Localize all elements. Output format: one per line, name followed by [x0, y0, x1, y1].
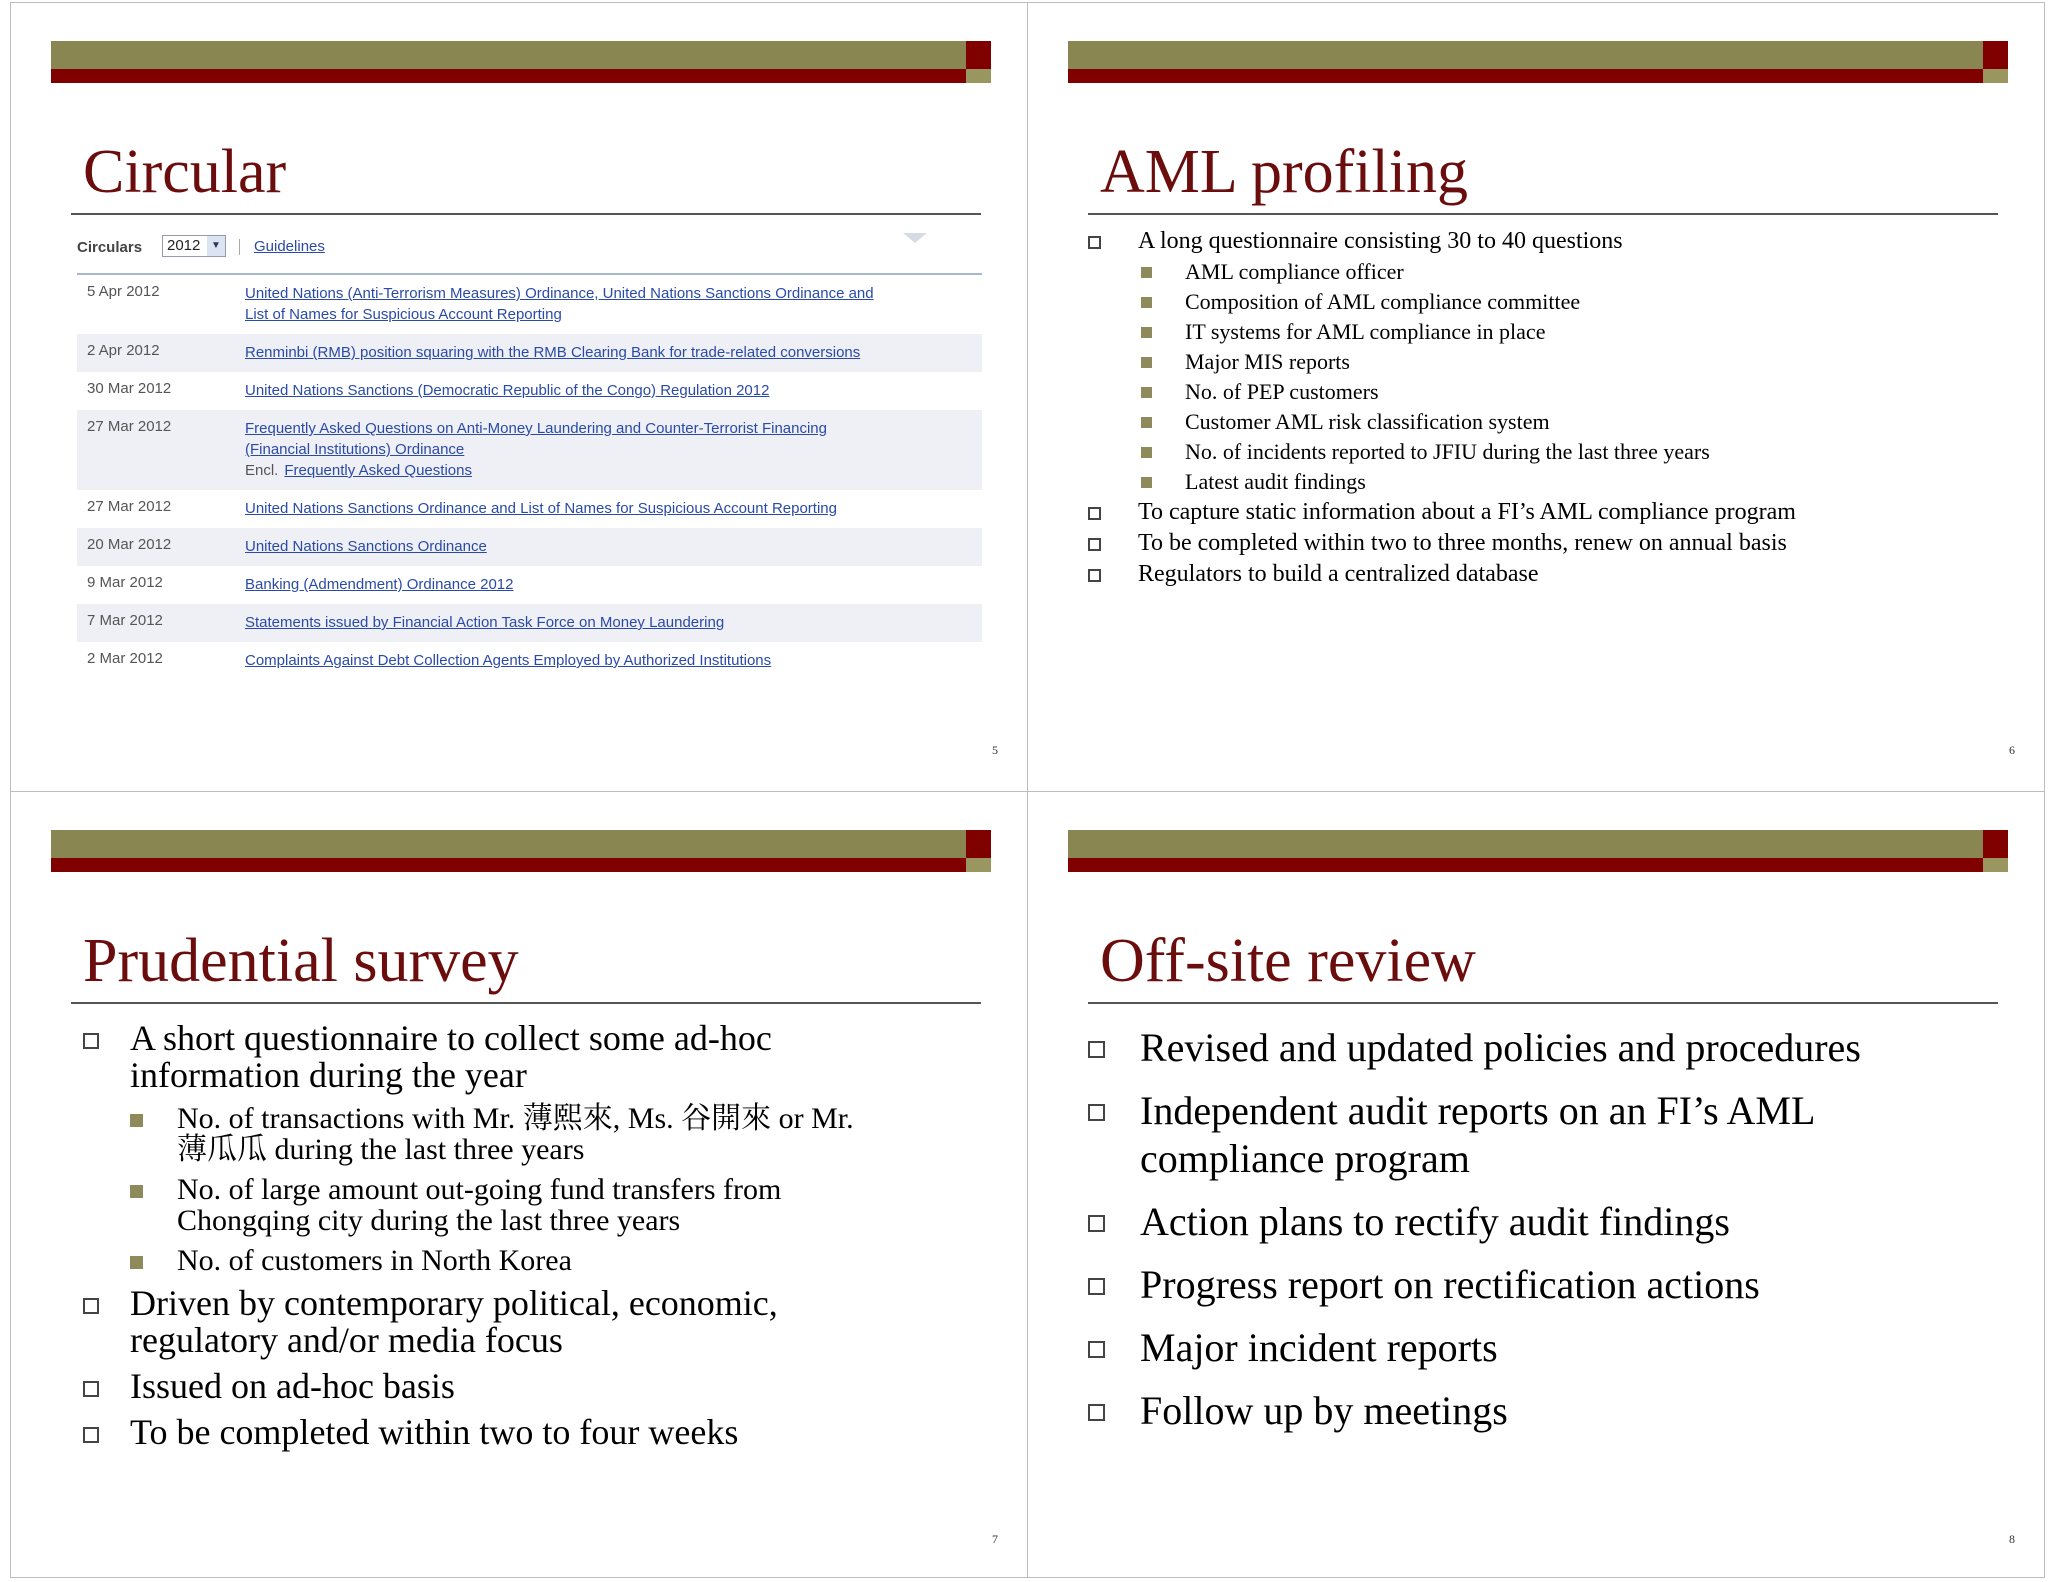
title-rule	[71, 1002, 981, 1004]
bullet-text-line: Independent audit reports on an FI’s AML	[1140, 1088, 1816, 1133]
hollow-square-bullet-icon	[1088, 538, 1101, 551]
circular-link[interactable]	[245, 342, 982, 363]
slide-7	[11, 792, 1028, 1581]
sub-bullet-item	[1088, 317, 2008, 347]
sub-bullet-item	[1088, 407, 2008, 437]
sub-bullet-item	[1088, 437, 2008, 467]
guidelines-link[interactable]: Guidelines	[254, 238, 325, 255]
separator	[239, 239, 240, 255]
bullet-text-line: Issued on ad-hoc basis	[130, 1366, 455, 1406]
circular-link-text[interactable]: United Nations Sanctions Ordinance and List of Names for Suspicious Account Reporting	[245, 500, 837, 517]
filled-square-bullet-icon	[1141, 417, 1152, 428]
bullet-text-line: compliance program	[1140, 1136, 1470, 1181]
circular-row	[77, 604, 982, 642]
bullet-text	[1140, 1261, 2008, 1309]
circular-body	[245, 380, 982, 401]
bullet-item	[1088, 1198, 2008, 1246]
hollow-square-bullet-icon	[1088, 236, 1101, 249]
sub-bullet-text: AML compliance officer	[1185, 259, 1404, 284]
bullet-text-line: Revised and updated policies and procedures	[1140, 1025, 1861, 1070]
bullet-text	[1140, 1198, 2008, 1246]
hollow-square-bullet-icon	[1088, 1404, 1105, 1421]
circular-date: 27 Mar 2012	[87, 418, 172, 435]
bullet-text	[130, 1368, 1003, 1405]
bullet-text: To capture static information about a FI’s AML compliance program	[1138, 499, 1796, 525]
slide-8	[1028, 792, 2045, 1581]
bullet-text	[1140, 1024, 2008, 1072]
circular-body	[245, 536, 982, 557]
circular-date: 2 Mar 2012	[87, 650, 163, 667]
filled-square-bullet-icon	[130, 1256, 143, 1269]
sub-bullet-item	[83, 1174, 1003, 1236]
sub-bullet-text: Customer AML risk classification system	[1185, 409, 1550, 434]
slide-number: 8	[2009, 1532, 2015, 1546]
slide-5	[11, 3, 1028, 792]
hollow-square-bullet-icon	[1088, 1041, 1105, 1058]
circular-body	[245, 342, 982, 363]
circular-link[interactable]	[245, 418, 982, 439]
bullet-item	[1088, 1087, 2008, 1183]
sub-bullet-text: No. of incidents reported to JFIU during the last three years	[1185, 439, 1710, 464]
bullet-item	[1088, 528, 2008, 559]
enclosure-link[interactable]: Frequently Asked Questions	[284, 462, 472, 479]
hollow-square-bullet-icon	[1088, 569, 1101, 582]
bullet-item	[1088, 1024, 2008, 1072]
bullet-text-line: information during the year	[130, 1055, 527, 1095]
circulars-header	[77, 221, 982, 275]
sub-bullet-item	[1088, 467, 2008, 497]
sub-bullet-text-line: Chongqing city during the last three years	[177, 1204, 681, 1237]
sub-bullet-item	[1088, 287, 2008, 317]
sub-bullet-item	[83, 1245, 1003, 1276]
bullet-item	[1088, 559, 2008, 590]
circular-date: 7 Mar 2012	[87, 612, 163, 629]
bullet-list	[1088, 226, 2008, 590]
bullet-text-line: To be completed within two to four weeks	[130, 1412, 739, 1452]
circular-link-text[interactable]: United Nations Sanctions (Democratic Republic of the Congo) Regulation 2012	[245, 382, 770, 399]
sub-bullet-text	[177, 1245, 1003, 1276]
sub-bullet-text: Latest audit findings	[1185, 469, 1366, 494]
title-rule	[1088, 1002, 1998, 1004]
bullet-text: Regulators to build a centralized database	[1138, 561, 1539, 587]
circular-link-text[interactable]: Banking (Admendment) Ordinance 2012	[245, 576, 514, 593]
sub-bullet-text-line: No. of large amount out-going fund transfers from	[177, 1173, 782, 1206]
slide-title: Prudential survey	[83, 927, 519, 995]
circular-row	[77, 566, 982, 604]
circular-row	[77, 410, 982, 490]
sub-bullet-text-line: No. of customers in North Korea	[177, 1244, 572, 1277]
circular-row	[77, 334, 982, 372]
circular-date: 20 Mar 2012	[87, 536, 172, 553]
circular-row	[77, 372, 982, 410]
slide-title: AML profiling	[1100, 138, 1468, 206]
filled-square-bullet-icon	[1141, 327, 1152, 338]
bullet-item	[83, 1414, 1003, 1451]
slide-title: Off-site review	[1100, 927, 1476, 995]
sub-bullet-item	[1088, 347, 2008, 377]
circular-body	[245, 574, 982, 595]
circular-link[interactable]	[245, 304, 982, 325]
header-decoration-bar	[1068, 830, 2008, 874]
sub-bullet-text-line: 薄瓜瓜 during the last three years	[177, 1133, 585, 1166]
circulars-panel	[77, 221, 982, 680]
bullet-item	[1088, 1324, 2008, 1372]
filled-square-bullet-icon	[1141, 357, 1152, 368]
title-rule	[71, 213, 981, 215]
circular-row	[77, 642, 982, 680]
year-select[interactable]	[162, 235, 226, 257]
title-rule	[1088, 213, 1998, 215]
bullet-text	[130, 1020, 1003, 1094]
filled-square-bullet-icon	[1141, 267, 1152, 278]
enclosure-line	[245, 460, 982, 481]
circular-link-text[interactable]: United Nations Sanctions Ordinance	[245, 538, 487, 555]
sub-bullet-text: Major MIS reports	[1185, 349, 1350, 374]
circular-body	[245, 498, 982, 519]
circular-body	[245, 612, 982, 633]
circular-row	[77, 275, 982, 334]
sub-bullet-item	[1088, 257, 2008, 287]
bullet-text-line: Progress report on rectification actions	[1140, 1262, 1760, 1307]
circular-row	[77, 490, 982, 528]
bullet-item	[1088, 1261, 2008, 1309]
slide-number: 6	[2009, 743, 2015, 757]
circulars-label: Circulars	[77, 239, 143, 256]
slide-number: 7	[992, 1532, 998, 1546]
hollow-square-bullet-icon	[1088, 1341, 1105, 1358]
slide-6	[1028, 3, 2045, 792]
circular-date: 9 Mar 2012	[87, 574, 163, 591]
circular-date: 30 Mar 2012	[87, 380, 172, 397]
circular-link-text[interactable]: United Nations (Anti-Terrorism Measures) Ordinance, United Nations Sanctions Ordinance and	[245, 285, 874, 302]
bullet-item	[83, 1368, 1003, 1405]
sub-bullet-item	[1088, 377, 2008, 407]
bullet-item	[1088, 1387, 2008, 1435]
bullet-text: A long questionnaire consisting 30 to 40 questions	[1138, 228, 1623, 254]
sub-bullet-text: No. of PEP customers	[1185, 379, 1379, 404]
circular-link[interactable]	[245, 380, 982, 401]
slide-number: 5	[992, 743, 998, 757]
sub-bullet-text: Composition of AML compliance committee	[1185, 289, 1581, 314]
bullet-text	[1140, 1087, 2008, 1183]
circular-link[interactable]	[245, 498, 982, 519]
circular-link-text[interactable]: Complaints Against Debt Collection Agents Employed by Authorized Institutions	[245, 652, 772, 669]
sub-bullet-text-line: No. of transactions with Mr. 薄熙來, Ms. 谷開來 or Mr.	[177, 1102, 854, 1135]
enclosure-label: Encl.	[245, 462, 279, 479]
hollow-square-bullet-icon	[1088, 1278, 1105, 1295]
bullet-text-line: A short questionnaire to collect some ad-hoc	[130, 1018, 772, 1058]
filled-square-bullet-icon	[1141, 297, 1152, 308]
header-decoration-bar	[1068, 41, 2008, 85]
bullet-text	[1140, 1387, 2008, 1435]
hollow-square-bullet-icon	[83, 1033, 99, 1049]
slide-title: Circular	[83, 138, 287, 206]
circular-date: 5 Apr 2012	[87, 283, 160, 300]
bullet-item	[1088, 226, 2008, 257]
sub-bullet-text	[177, 1174, 1003, 1236]
circular-link[interactable]	[245, 650, 982, 671]
circular-body	[245, 283, 982, 325]
bullet-text-line: Action plans to rectify audit findings	[1140, 1199, 1730, 1244]
bullet-text-line: Driven by contemporary political, economic,	[130, 1283, 778, 1323]
hollow-square-bullet-icon	[83, 1427, 99, 1443]
filled-square-bullet-icon	[1141, 477, 1152, 488]
bullet-item	[83, 1020, 1003, 1094]
bullet-text	[1140, 1324, 2008, 1372]
header-decoration-bar	[51, 41, 991, 85]
bullet-list	[1088, 1024, 2008, 1450]
filled-square-bullet-icon	[1141, 387, 1152, 398]
bullet-list	[83, 1020, 1003, 1460]
circular-body	[245, 650, 982, 671]
year-select-value: 2012	[167, 237, 201, 254]
circular-date: 27 Mar 2012	[87, 498, 172, 515]
circular-link[interactable]	[245, 536, 982, 557]
bullet-text-line: regulatory and/or media focus	[130, 1320, 563, 1360]
bullet-text-line: Major incident reports	[1140, 1325, 1498, 1370]
circular-body	[245, 418, 982, 481]
filled-square-bullet-icon	[130, 1185, 143, 1198]
circular-link-text[interactable]: (Financial Institutions) Ordinance	[245, 441, 465, 458]
hollow-square-bullet-icon	[1088, 1215, 1105, 1232]
collapse-arrow-icon	[903, 233, 927, 243]
circular-link[interactable]	[245, 574, 982, 595]
hollow-square-bullet-icon	[1088, 507, 1101, 520]
circulars-list	[77, 275, 982, 680]
sub-bullet-text: IT systems for AML compliance in place	[1185, 319, 1546, 344]
bullet-text	[130, 1414, 1003, 1451]
circular-date: 2 Apr 2012	[87, 342, 160, 359]
sub-bullet-item	[83, 1103, 1003, 1165]
filled-square-bullet-icon	[130, 1114, 143, 1127]
bullet-text-line: Follow up by meetings	[1140, 1388, 1508, 1433]
hollow-square-bullet-icon	[83, 1298, 99, 1314]
hollow-square-bullet-icon	[83, 1381, 99, 1397]
bullet-item	[83, 1285, 1003, 1359]
circular-row	[77, 528, 982, 566]
circular-link-text[interactable]: Statements issued by Financial Action Task Force on Money Laundering	[245, 614, 725, 631]
sub-bullet-text	[177, 1103, 1003, 1165]
hollow-square-bullet-icon	[1088, 1104, 1105, 1121]
circular-link-text[interactable]: Frequently Asked Questions on Anti-Money Laundering and Counter-Terrorist Financing	[245, 420, 827, 437]
circular-link[interactable]	[245, 439, 982, 460]
filled-square-bullet-icon	[1141, 447, 1152, 458]
circular-link[interactable]	[245, 283, 982, 304]
circular-link-text[interactable]: Renminbi (RMB) position squaring with the RMB Clearing Bank for trade-related conversions	[245, 344, 861, 361]
header-decoration-bar	[51, 830, 991, 874]
circular-link[interactable]	[245, 612, 982, 633]
circular-link-text[interactable]: List of Names for Suspicious Account Reporting	[245, 306, 562, 323]
bullet-text: To be completed within two to three months, renew on annual basis	[1138, 530, 1787, 556]
chevron-down-icon[interactable]: ▼	[207, 236, 225, 256]
bullet-item	[1088, 497, 2008, 528]
bullet-text	[130, 1285, 1003, 1359]
